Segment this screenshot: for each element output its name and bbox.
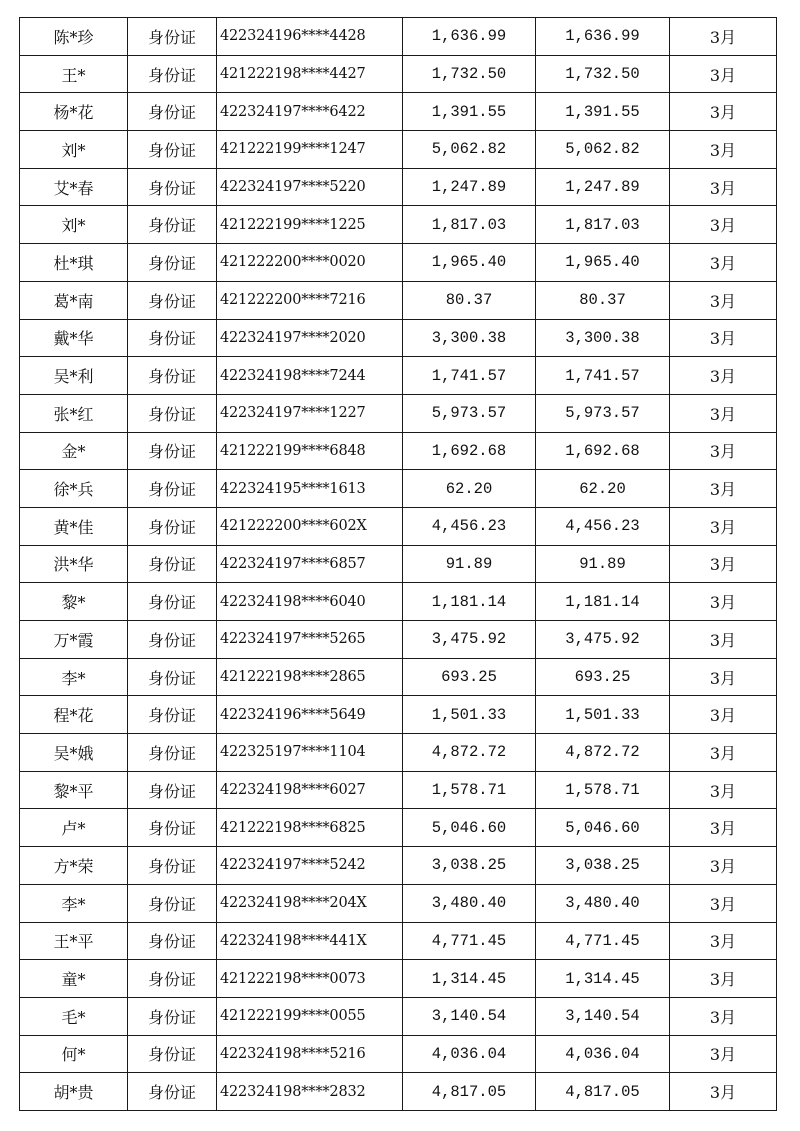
amount-b-cell: 1,692.68 [536,432,670,470]
amount-a-cell: 4,456.23 [403,507,536,545]
amount-b-cell: 3,300.38 [536,319,670,357]
table-row [20,470,777,508]
table-row [20,394,777,432]
amount-b-cell: 1,636.99 [536,18,670,56]
id-number-cell: 421222198****4427 [217,55,403,93]
amount-b-cell: 80.37 [536,281,670,319]
month-cell: 3月 [670,168,777,206]
id-number-cell: 422324198****7244 [217,357,403,395]
table-row [20,1073,777,1111]
table-row [20,93,777,131]
amount-b-cell: 1,314.45 [536,960,670,998]
amount-b-cell: 1,965.40 [536,244,670,282]
table-row [20,847,777,885]
id-number-cell: 422324196****4428 [217,18,403,56]
id-type-cell: 身份证 [128,734,217,772]
id-type-cell: 身份证 [128,583,217,621]
name-cell: 王* [20,55,128,93]
table-row [20,809,777,847]
amount-a-cell: 1,817.03 [403,206,536,244]
amount-a-cell: 1,741.57 [403,357,536,395]
amount-a-cell: 4,036.04 [403,1035,536,1073]
id-number-cell: 421222199****1225 [217,206,403,244]
name-cell: 洪*华 [20,545,128,583]
month-cell: 3月 [670,658,777,696]
amount-a-cell: 3,480.40 [403,884,536,922]
month-cell: 3月 [670,997,777,1035]
id-type-cell: 身份证 [128,884,217,922]
month-cell: 3月 [670,507,777,545]
id-number-cell: 421222200****7216 [217,281,403,319]
month-cell: 3月 [670,1035,777,1073]
amount-b-cell: 1,501.33 [536,696,670,734]
id-number-cell: 422324198****6027 [217,771,403,809]
id-number-cell: 422324198****204X [217,884,403,922]
amount-b-cell: 3,480.40 [536,884,670,922]
table-row [20,771,777,809]
amount-a-cell: 1,181.14 [403,583,536,621]
amount-a-cell: 1,578.71 [403,771,536,809]
amount-b-cell: 1,181.14 [536,583,670,621]
table-row [20,658,777,696]
name-cell: 卢* [20,809,128,847]
amount-b-cell: 4,872.72 [536,734,670,772]
id-number-cell: 422324197****5265 [217,621,403,659]
id-number-cell: 422325197****1104 [217,734,403,772]
name-cell: 杨*花 [20,93,128,131]
table-row [20,432,777,470]
name-cell: 童* [20,960,128,998]
table-row [20,960,777,998]
amount-a-cell: 693.25 [403,658,536,696]
name-cell: 陈*珍 [20,18,128,56]
id-number-cell: 421222199****1247 [217,131,403,169]
id-number-cell: 422324196****5649 [217,696,403,734]
amount-a-cell: 1,692.68 [403,432,536,470]
id-type-cell: 身份证 [128,621,217,659]
amount-b-cell: 62.20 [536,470,670,508]
name-cell: 徐*兵 [20,470,128,508]
table-row [20,206,777,244]
month-cell: 3月 [670,244,777,282]
id-type-cell: 身份证 [128,357,217,395]
id-number-cell: 422324197****6857 [217,545,403,583]
id-number-cell: 421222198****6825 [217,809,403,847]
id-number-cell: 422324198****6040 [217,583,403,621]
table-row [20,621,777,659]
name-cell: 何* [20,1035,128,1073]
name-cell: 吴*娥 [20,734,128,772]
month-cell: 3月 [670,1073,777,1111]
amount-a-cell: 4,817.05 [403,1073,536,1111]
amount-a-cell: 1,636.99 [403,18,536,56]
id-number-cell: 422324197****1227 [217,394,403,432]
name-cell: 黎*平 [20,771,128,809]
id-number-cell: 422324197****6422 [217,93,403,131]
id-number-cell: 422324197****5242 [217,847,403,885]
month-cell: 3月 [670,394,777,432]
id-type-cell: 身份证 [128,960,217,998]
amount-b-cell: 1,578.71 [536,771,670,809]
name-cell: 艾*春 [20,168,128,206]
id-number-cell: 422324198****2832 [217,1073,403,1111]
month-cell: 3月 [670,131,777,169]
name-cell: 刘* [20,206,128,244]
table-row [20,55,777,93]
table-row [20,507,777,545]
month-cell: 3月 [670,206,777,244]
amount-a-cell: 1,965.40 [403,244,536,282]
amount-a-cell: 3,475.92 [403,621,536,659]
table-row [20,168,777,206]
id-type-cell: 身份证 [128,545,217,583]
id-number-cell: 422324195****1613 [217,470,403,508]
amount-a-cell: 62.20 [403,470,536,508]
table-row [20,1035,777,1073]
id-number-cell: 421222200****602X [217,507,403,545]
id-type-cell: 身份证 [128,470,217,508]
amount-a-cell: 1,314.45 [403,960,536,998]
month-cell: 3月 [670,847,777,885]
table-row [20,244,777,282]
id-number-cell: 421222198****2865 [217,658,403,696]
name-cell: 黄*佳 [20,507,128,545]
name-cell: 万*霞 [20,621,128,659]
name-cell: 王*平 [20,922,128,960]
month-cell: 3月 [670,621,777,659]
amount-a-cell: 1,501.33 [403,696,536,734]
id-type-cell: 身份证 [128,206,217,244]
name-cell: 戴*华 [20,319,128,357]
amount-a-cell: 80.37 [403,281,536,319]
amount-a-cell: 5,062.82 [403,131,536,169]
id-type-cell: 身份证 [128,93,217,131]
table-row [20,357,777,395]
name-cell: 李* [20,658,128,696]
id-type-cell: 身份证 [128,809,217,847]
amount-b-cell: 4,817.05 [536,1073,670,1111]
table-row [20,281,777,319]
month-cell: 3月 [670,18,777,56]
id-type-cell: 身份证 [128,168,217,206]
id-number-cell: 421222200****0020 [217,244,403,282]
month-cell: 3月 [670,545,777,583]
month-cell: 3月 [670,281,777,319]
table-row [20,131,777,169]
table-row [20,922,777,960]
amount-b-cell: 1,391.55 [536,93,670,131]
month-cell: 3月 [670,922,777,960]
amount-b-cell: 3,140.54 [536,997,670,1035]
month-cell: 3月 [670,432,777,470]
id-type-cell: 身份证 [128,394,217,432]
amount-a-cell: 1,247.89 [403,168,536,206]
id-number-cell: 422324198****441X [217,922,403,960]
id-number-cell: 422324197****5220 [217,168,403,206]
table-row [20,319,777,357]
id-type-cell: 身份证 [128,771,217,809]
id-type-cell: 身份证 [128,696,217,734]
name-cell: 黎* [20,583,128,621]
name-cell: 吴*利 [20,357,128,395]
name-cell: 胡*贵 [20,1073,128,1111]
id-type-cell: 身份证 [128,1073,217,1111]
id-type-cell: 身份证 [128,319,217,357]
month-cell: 3月 [670,771,777,809]
payment-table [19,17,777,1111]
id-type-cell: 身份证 [128,922,217,960]
amount-b-cell: 5,062.82 [536,131,670,169]
month-cell: 3月 [670,960,777,998]
id-number-cell: 422324197****2020 [217,319,403,357]
amount-b-cell: 5,973.57 [536,394,670,432]
id-type-cell: 身份证 [128,281,217,319]
month-cell: 3月 [670,809,777,847]
amount-b-cell: 1,741.57 [536,357,670,395]
amount-b-cell: 91.89 [536,545,670,583]
name-cell: 张*红 [20,394,128,432]
amount-a-cell: 91.89 [403,545,536,583]
table-row [20,734,777,772]
name-cell: 程*花 [20,696,128,734]
name-cell: 金* [20,432,128,470]
amount-a-cell: 4,771.45 [403,922,536,960]
month-cell: 3月 [670,357,777,395]
amount-a-cell: 5,973.57 [403,394,536,432]
amount-b-cell: 4,036.04 [536,1035,670,1073]
id-type-cell: 身份证 [128,658,217,696]
month-cell: 3月 [670,319,777,357]
table-row [20,18,777,56]
name-cell: 杜*琪 [20,244,128,282]
amount-b-cell: 1,247.89 [536,168,670,206]
amount-b-cell: 4,771.45 [536,922,670,960]
name-cell: 葛*南 [20,281,128,319]
id-type-cell: 身份证 [128,847,217,885]
amount-a-cell: 1,732.50 [403,55,536,93]
month-cell: 3月 [670,470,777,508]
month-cell: 3月 [670,583,777,621]
month-cell: 3月 [670,93,777,131]
id-type-cell: 身份证 [128,432,217,470]
table-body [20,18,777,1111]
month-cell: 3月 [670,55,777,93]
table-row [20,545,777,583]
id-type-cell: 身份证 [128,244,217,282]
name-cell: 刘* [20,131,128,169]
id-type-cell: 身份证 [128,507,217,545]
name-cell: 方*荣 [20,847,128,885]
amount-b-cell: 4,456.23 [536,507,670,545]
amount-b-cell: 1,817.03 [536,206,670,244]
id-type-cell: 身份证 [128,55,217,93]
amount-a-cell: 3,300.38 [403,319,536,357]
id-number-cell: 422324198****5216 [217,1035,403,1073]
amount-a-cell: 3,038.25 [403,847,536,885]
id-type-cell: 身份证 [128,18,217,56]
amount-a-cell: 4,872.72 [403,734,536,772]
amount-a-cell: 3,140.54 [403,997,536,1035]
month-cell: 3月 [670,884,777,922]
amount-b-cell: 3,038.25 [536,847,670,885]
amount-a-cell: 1,391.55 [403,93,536,131]
id-number-cell: 421222199****0055 [217,997,403,1035]
id-type-cell: 身份证 [128,997,217,1035]
month-cell: 3月 [670,734,777,772]
table-row [20,884,777,922]
amount-b-cell: 1,732.50 [536,55,670,93]
amount-b-cell: 5,046.60 [536,809,670,847]
month-cell: 3月 [670,696,777,734]
amount-b-cell: 3,475.92 [536,621,670,659]
id-number-cell: 421222199****6848 [217,432,403,470]
name-cell: 李* [20,884,128,922]
table-row [20,583,777,621]
id-type-cell: 身份证 [128,1035,217,1073]
amount-a-cell: 5,046.60 [403,809,536,847]
table-row [20,696,777,734]
id-type-cell: 身份证 [128,131,217,169]
name-cell: 毛* [20,997,128,1035]
table-row [20,997,777,1035]
amount-b-cell: 693.25 [536,658,670,696]
id-number-cell: 421222198****0073 [217,960,403,998]
